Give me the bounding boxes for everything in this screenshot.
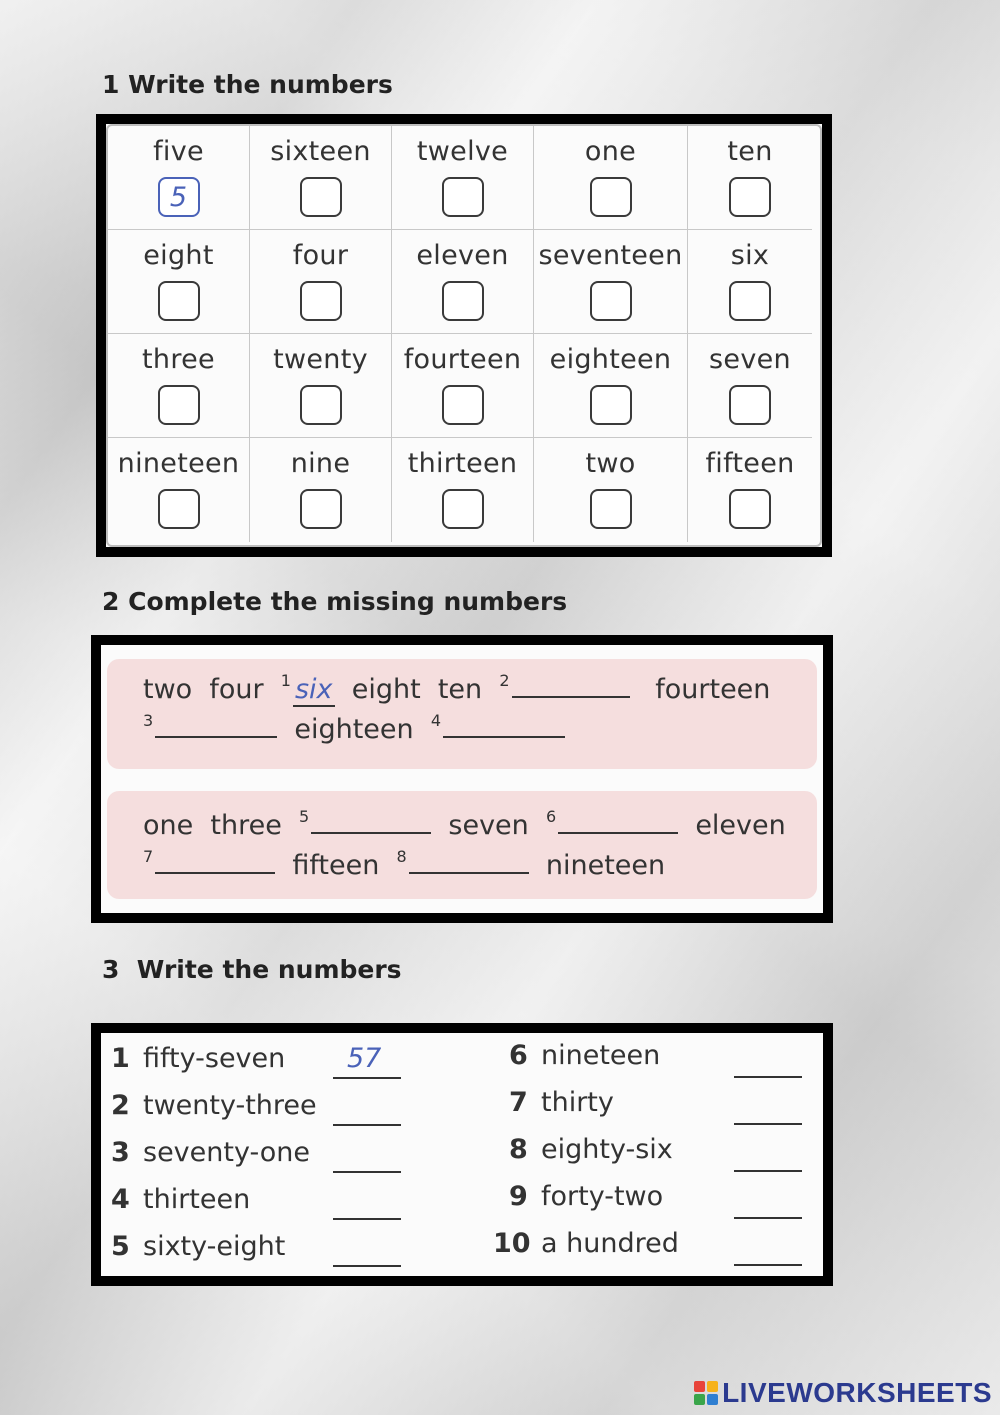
- number-word: two: [585, 448, 636, 479]
- exercise2-frame: [91, 635, 833, 923]
- seq2-word: three: [210, 810, 282, 841]
- logo-icon: [694, 1381, 718, 1405]
- number-word: twenty: [273, 344, 368, 375]
- grid-cell: [392, 334, 534, 438]
- sequence-2-line-2: [143, 847, 665, 881]
- liveworksheets-logo: [694, 1377, 992, 1409]
- number-word: nineteen: [117, 448, 240, 479]
- gap-number: 5: [299, 807, 310, 826]
- exercise1-frame: [96, 114, 832, 557]
- grid-cell: [688, 438, 812, 542]
- item-word: thirty: [541, 1087, 614, 1118]
- item-word: fifty-seven: [143, 1043, 286, 1074]
- gap-7-input[interactable]: [155, 848, 275, 874]
- answer-line[interactable]: [734, 1170, 802, 1172]
- number-grid: [106, 124, 822, 547]
- exercise3-frame: [91, 1023, 833, 1286]
- answer-box[interactable]: [590, 177, 632, 217]
- sequence-1-line-2: [143, 711, 565, 745]
- number-word: eight: [143, 240, 214, 271]
- number-word: ten: [727, 136, 773, 167]
- grid-cell: [108, 126, 250, 230]
- gap-number: 2: [499, 671, 510, 690]
- gap-1-input[interactable]: six: [294, 674, 333, 705]
- answer-box[interactable]: [158, 281, 200, 321]
- grid-cell: [250, 334, 392, 438]
- gap-8-input[interactable]: [409, 848, 529, 874]
- answer-line[interactable]: [734, 1076, 802, 1078]
- exercise2-heading: 2 Complete the missing numbers: [102, 587, 568, 616]
- answer-box[interactable]: [590, 385, 632, 425]
- item-number: 4: [111, 1184, 130, 1215]
- item-word: thirteen: [143, 1184, 251, 1215]
- gap-number: 8: [396, 847, 407, 866]
- answer-line[interactable]: [734, 1123, 802, 1125]
- answer-box[interactable]: [442, 385, 484, 425]
- gap-number: 4: [430, 711, 442, 730]
- seq2-word: seven: [448, 810, 529, 841]
- number-word: three: [142, 344, 215, 375]
- grid-cell: [250, 438, 392, 542]
- answer-box[interactable]: [300, 281, 342, 321]
- answer-line[interactable]: [734, 1217, 802, 1219]
- item-number: 9: [509, 1181, 528, 1212]
- item-number: 3: [111, 1137, 130, 1168]
- item-number: 10: [493, 1228, 531, 1259]
- answer-box[interactable]: [300, 489, 342, 529]
- answer-line[interactable]: [333, 1124, 401, 1126]
- exercise3-item: [509, 1040, 660, 1071]
- seq1-word: eighteen: [294, 714, 414, 745]
- seq2-word: fifteen: [292, 850, 380, 881]
- number-word: sixteen: [270, 136, 371, 167]
- item-word: sixty-eight: [143, 1231, 286, 1262]
- grid-cell: [392, 438, 534, 542]
- answer-box[interactable]: [590, 281, 632, 321]
- answer-box[interactable]: 5: [158, 177, 200, 217]
- gap-6-input[interactable]: [558, 808, 678, 834]
- item-word: seventy-one: [143, 1137, 310, 1168]
- answer-box[interactable]: [158, 385, 200, 425]
- item-number: 1: [111, 1043, 130, 1074]
- answer-box[interactable]: [442, 177, 484, 217]
- number-word: five: [153, 136, 204, 167]
- number-word: fourteen: [403, 344, 522, 375]
- item-number: 7: [509, 1087, 528, 1118]
- exercise1-panel: [106, 124, 822, 547]
- answer-box[interactable]: [442, 281, 484, 321]
- grid-cell: [108, 334, 250, 438]
- item-word: a hundred: [541, 1228, 679, 1259]
- number-word: fifteen: [705, 448, 795, 479]
- exercise3-panel: [101, 1033, 823, 1276]
- brand-name: LIVEWORKSHEETS: [722, 1377, 992, 1408]
- number-word: twelve: [416, 136, 509, 167]
- item-word: forty-two: [541, 1181, 664, 1212]
- seq1-word: eight: [351, 674, 421, 705]
- exercise3-item: [111, 1184, 250, 1215]
- answer-box[interactable]: [729, 177, 771, 217]
- exercise3-item: [509, 1087, 614, 1118]
- seq1-word: two: [143, 674, 193, 705]
- seq2-word: eleven: [695, 810, 786, 841]
- seq1-word: fourteen: [655, 674, 771, 705]
- number-word: eleven: [416, 240, 509, 271]
- answer-line[interactable]: [333, 1077, 401, 1079]
- item-word: nineteen: [541, 1040, 661, 1071]
- answer-text[interactable]: 57: [347, 1043, 382, 1074]
- seq2-word: nineteen: [545, 850, 666, 881]
- exercise1-heading: 1 Write the numbers: [102, 70, 393, 99]
- grid-cell: [392, 230, 534, 334]
- logo-square: [694, 1394, 705, 1405]
- logo-square: [707, 1381, 718, 1392]
- gap-number: 1: [280, 671, 291, 690]
- sequence-1-line-1: [143, 671, 770, 705]
- gap-number: 6: [545, 807, 557, 826]
- grid-cell: [534, 334, 688, 438]
- logo-square: [694, 1381, 705, 1392]
- item-number: 5: [111, 1231, 130, 1262]
- exercise3-item: [111, 1231, 285, 1262]
- sequence-2-line-1: [143, 807, 786, 841]
- exercise2-panel: [101, 645, 823, 913]
- exercise3-item: [111, 1043, 285, 1074]
- exercise3-item: [111, 1137, 310, 1168]
- number-word: nine: [290, 448, 351, 479]
- grid-cell: [108, 438, 250, 542]
- logo-square: [707, 1394, 718, 1405]
- answer-box[interactable]: [590, 489, 632, 529]
- answer-line[interactable]: [333, 1171, 401, 1173]
- gap-number: 7: [143, 847, 154, 866]
- seq1-word: four: [209, 674, 264, 705]
- item-word: eighty-six: [541, 1134, 673, 1165]
- grid-cell: [534, 230, 688, 334]
- grid-cell: [108, 230, 250, 334]
- answer-line[interactable]: [333, 1218, 401, 1220]
- answer-box[interactable]: [729, 281, 771, 321]
- answer-box[interactable]: [300, 385, 342, 425]
- gap-3-input[interactable]: [155, 712, 277, 738]
- number-word: four: [292, 240, 349, 271]
- answer-box[interactable]: [729, 489, 771, 529]
- number-word: six: [730, 240, 770, 271]
- number-word: seventeen: [538, 240, 683, 271]
- exercise3-item: [509, 1134, 673, 1165]
- number-word: eighteen: [549, 344, 672, 375]
- grid-cell: [392, 126, 534, 230]
- number-word: seven: [709, 344, 791, 375]
- gap-2-input[interactable]: [512, 672, 630, 698]
- grid-cell: [688, 334, 812, 438]
- grid-cell: [250, 230, 392, 334]
- grid-cell: [534, 126, 688, 230]
- grid-cell: [688, 126, 812, 230]
- gap-number: 3: [143, 711, 154, 730]
- item-number: 8: [509, 1134, 528, 1165]
- gap-4-input[interactable]: [443, 712, 565, 738]
- gap-5-input[interactable]: [311, 808, 431, 834]
- grid-cell: [250, 126, 392, 230]
- number-word: thirteen: [407, 448, 518, 479]
- item-number: 2: [111, 1090, 130, 1121]
- answer-box[interactable]: [442, 489, 484, 529]
- answer-line[interactable]: [333, 1265, 401, 1267]
- grid-cell: [534, 438, 688, 542]
- exercise3-heading: 3 Write the numbers: [102, 955, 402, 984]
- exercise3-item: [509, 1181, 663, 1212]
- seq1-word: ten: [437, 674, 483, 705]
- exercise3-item: [111, 1090, 317, 1121]
- answer-box[interactable]: [300, 177, 342, 217]
- number-word: one: [584, 136, 637, 167]
- item-word: twenty-three: [143, 1090, 317, 1121]
- answer-box[interactable]: [158, 489, 200, 529]
- exercise3-item: [493, 1228, 679, 1259]
- seq2-word: one: [143, 810, 194, 841]
- answer-line[interactable]: [734, 1264, 802, 1266]
- answer-box[interactable]: [729, 385, 771, 425]
- grid-cell: [688, 230, 812, 334]
- item-number: 6: [509, 1040, 528, 1071]
